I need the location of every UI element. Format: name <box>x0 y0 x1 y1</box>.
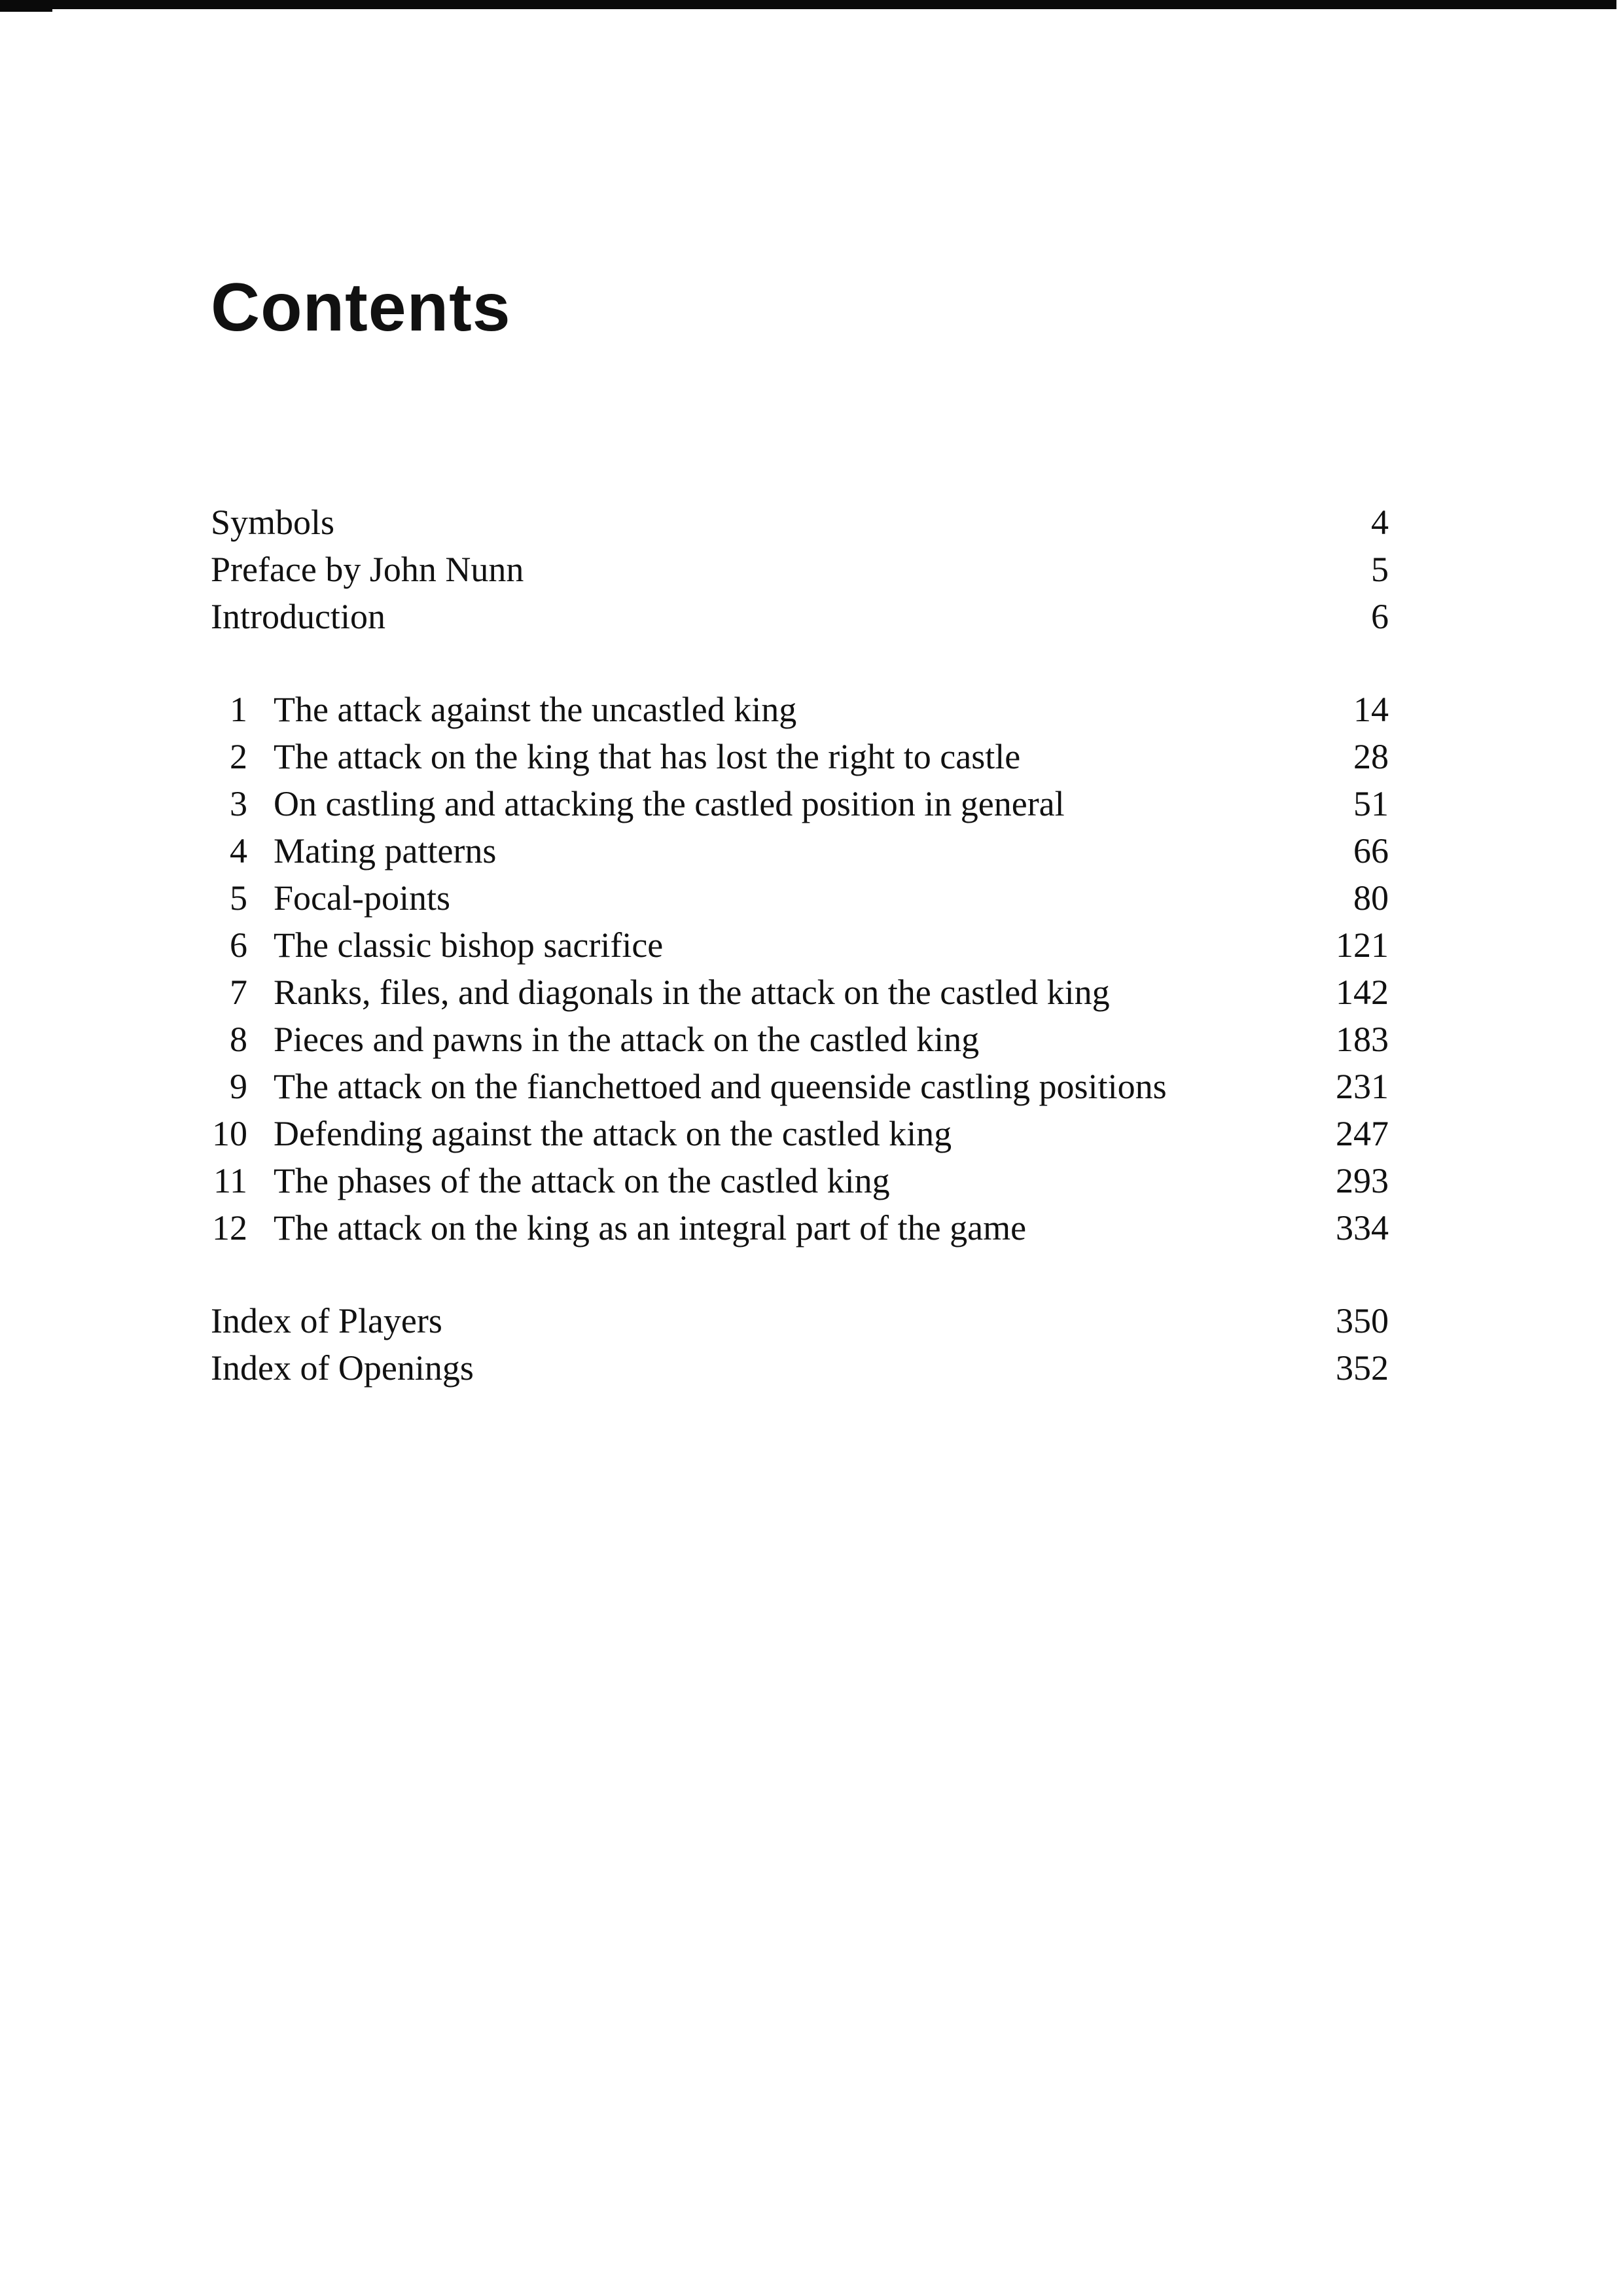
chapter-row <box>211 780 1389 827</box>
chapter-title: On castling and attacking the castled position in general <box>274 784 1065 823</box>
chapter-title: The phases of the attack on the castled king <box>274 1161 890 1200</box>
chapter-number: 4 <box>230 831 247 870</box>
chapter-number: 9 <box>230 1067 247 1106</box>
page-number: 231 <box>1336 1067 1389 1106</box>
chapter-title: The attack on the king that has lost the right to castle <box>274 737 1021 776</box>
chapter-row <box>211 1110 1389 1157</box>
chapter-row <box>211 733 1389 780</box>
chapter-number: 1 <box>230 690 247 729</box>
chapter-number: 6 <box>230 925 247 965</box>
page-number: 6 <box>1371 597 1389 636</box>
page-number: 66 <box>1353 831 1389 870</box>
chapter-number: 10 <box>212 1114 247 1153</box>
entry-title: Index of Openings <box>211 1348 474 1388</box>
front-matter-row <box>211 593 1389 640</box>
back-matter-row <box>211 1344 1389 1391</box>
page-number: 14 <box>1353 690 1389 729</box>
page-number: 4 <box>1371 503 1389 542</box>
chapter-row <box>211 1063 1389 1110</box>
chapter-row <box>211 1016 1389 1063</box>
page-number: 80 <box>1353 878 1389 918</box>
page-number: 293 <box>1336 1161 1389 1200</box>
page-number: 334 <box>1336 1208 1389 1247</box>
page-number: 350 <box>1336 1301 1389 1340</box>
page-number: 352 <box>1336 1348 1389 1388</box>
chapter-number: 12 <box>212 1208 247 1247</box>
chapter-title: The classic bishop sacrifice <box>274 925 664 965</box>
front-matter-row <box>211 499 1389 546</box>
page-number: 247 <box>1336 1114 1389 1153</box>
front-matter-list <box>211 499 1389 640</box>
chapter-row <box>211 874 1389 922</box>
chapter-number: 7 <box>230 973 247 1012</box>
chapter-row <box>211 686 1389 733</box>
page-number: 51 <box>1353 784 1389 823</box>
chapter-title: Pieces and pawns in the attack on the castled king <box>274 1020 980 1059</box>
entry-title: Introduction <box>211 597 385 636</box>
chapter-number: 2 <box>230 737 247 776</box>
chapter-title: Ranks, files, and diagonals in the attack on the castled king <box>274 973 1110 1012</box>
front-matter-row <box>211 546 1389 593</box>
chapter-title: Mating patterns <box>274 831 497 870</box>
chapter-row <box>211 922 1389 969</box>
chapter-row <box>211 827 1389 874</box>
chapter-title: Defending against the attack on the castled king <box>274 1114 952 1153</box>
chapter-list <box>211 686 1389 1251</box>
page-number: 5 <box>1371 550 1389 589</box>
back-matter-row <box>211 1297 1389 1344</box>
chapter-number: 11 <box>213 1161 247 1200</box>
page-number: 28 <box>1353 737 1389 776</box>
page-number: 142 <box>1336 973 1389 1012</box>
back-matter-list <box>211 1297 1389 1391</box>
top-rule-tail <box>0 9 52 12</box>
entry-title: Index of Players <box>211 1301 442 1340</box>
chapter-number: 5 <box>230 878 247 918</box>
chapter-row <box>211 1204 1389 1251</box>
chapter-number: 3 <box>230 784 247 823</box>
chapter-row <box>211 969 1389 1016</box>
chapter-number: 8 <box>230 1020 247 1059</box>
chapter-row <box>211 1157 1389 1204</box>
page-number: 183 <box>1336 1020 1389 1059</box>
entry-title: Preface by John Nunn <box>211 550 524 589</box>
section-gap <box>211 640 1389 686</box>
top-rule <box>0 0 1616 9</box>
page-title: Contents <box>211 270 511 346</box>
chapter-title: Focal-points <box>274 878 450 918</box>
chapter-title: The attack on the king as an integral part of the game <box>274 1208 1027 1247</box>
table-of-contents <box>211 499 1389 1391</box>
section-gap <box>211 1251 1389 1297</box>
page-number: 121 <box>1336 925 1389 965</box>
entry-title: Symbols <box>211 503 335 542</box>
chapter-title: The attack on the fianchettoed and queenside castling positions <box>274 1067 1167 1106</box>
chapter-title: The attack against the uncastled king <box>274 690 797 729</box>
